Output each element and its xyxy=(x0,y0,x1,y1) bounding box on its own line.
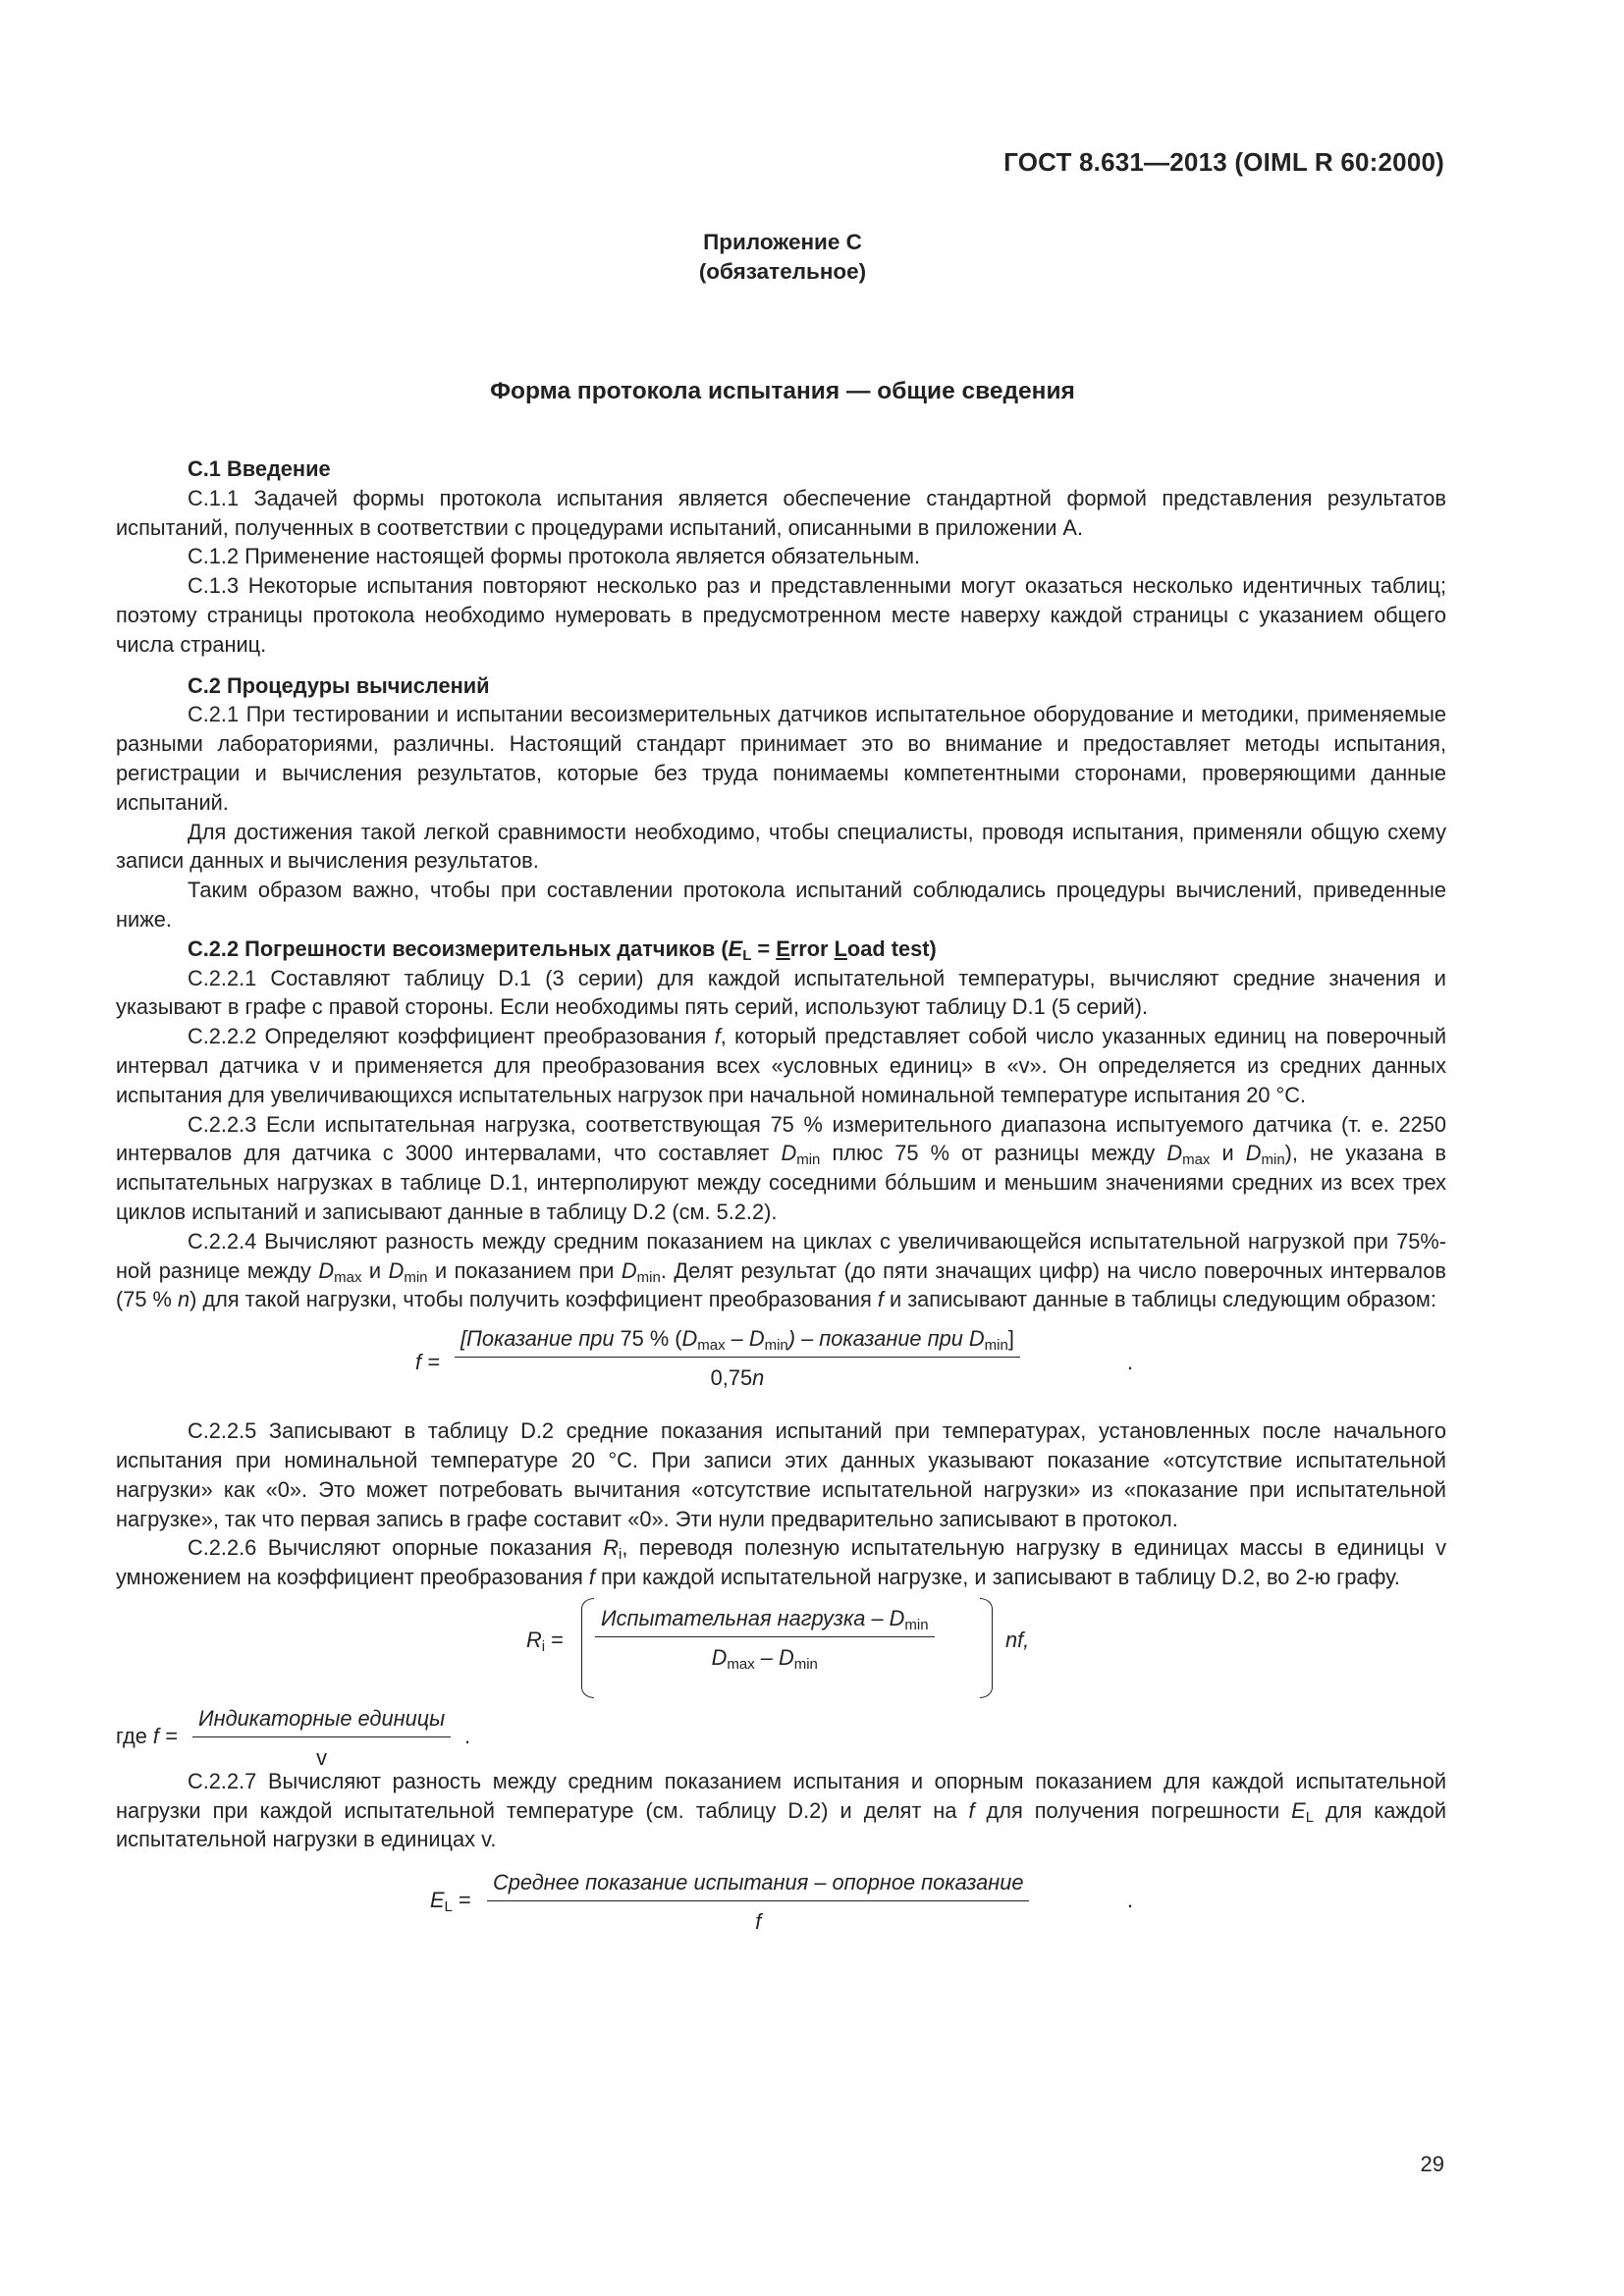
para-c222: С.2.2.2 Определяют коэффициент преобразования f, который представляет собой число указанных единиц на поверочный интервал датчика v и применяется для преобразования всех «условных единиц» в «v». Он определяется из средних данных испытания для увеличивающихся испытательных нагрузок при начальной номинальной температуре испытания 20 °С. xyxy=(116,1024,1447,1107)
page-title: Форма протокола испытания — общие сведения xyxy=(490,378,1075,404)
para-c21: С.2.1 При тестировании и испытании весоизмерительных датчиков испытательное оборудование и методики, применяемые разными лабораториями, различны. Настоящий стандарт принимает это во внимание и предоставляет методы испытания, регистрации и вычисления результатов, которые без труда понимаемы компетентными сторонами, проверяющими данные испытаний. xyxy=(116,702,1446,815)
formula-ri-fraction xyxy=(595,1604,935,1673)
para-c11: С.1.1 Задачей формы протокола испытания является обеспечение стандартной формой представления результатов испытаний, полученных в соответствии с процедурами испытаний, описанными в приложении А. xyxy=(116,485,1446,540)
section-c1-heading: С.1 Введение xyxy=(188,456,331,481)
formula-f-denominator: 0,75n xyxy=(710,1364,765,1390)
subsection-c22-heading: С.2.2 Погрешности весоизмерительных датчиков ($E_L$ = Error Load test) xyxy=(188,935,937,964)
where-denominator: v xyxy=(316,1744,328,1770)
para-c223: С.2.2.3 Если испытательная нагрузка, соответствующая 75 % измерительного диапазона испытуемого датчика (т. е. 2250 интервалов для датчика с 3000 интервалами, что составляет $D_{min}$ плюс 75 % от разницы между $D_{max}$ и $D_{min}$), не указана в испытательных нагрузках в таблице D.1, интерполируют между соседними бóльшим и меньшим значениями средних из всех трех циклов испытаний и записывают данные в таблицу D.2 (см. 5.2.2). xyxy=(116,1111,1447,1224)
formula-ri-denominator: $D_{max} - D_{min}$ xyxy=(711,1644,818,1673)
appendix-title: Приложение С xyxy=(703,230,862,254)
para-c21-c: Таким образом важно, чтобы при составлении протокола испытаний соблюдались процедуры вычислений, приведенные ниже. xyxy=(116,878,1446,932)
para-c221: С.2.2.1 Составляют таблицу D.1 (3 серии) для каждой испытательной температуры, вычисляют средние значения и указывают в графе с правой стороны. Если необходимы пять серий, используют таблицу D.1 (5 серий). xyxy=(116,965,1446,1020)
para-c227: С.2.2.7 Вычисляют разность между средним показанием испытания и опорным показанием для каждой испытательной нагрузки при каждой испытательной температуре (см. таблицу D.2) и делят на f для получения погрешности $E_L$ для каждой испытательной нагрузки в единицах v. xyxy=(116,1768,1446,1852)
document-body xyxy=(116,454,1447,1935)
para-c225: С.2.2.5 Записывают в таблицу D.2 средние показания испытаний при температурах, установленных после начального испытания при номинальной температуре 20 °С. При записи этих данных указывают показание «отсутствие испытательной нагрузки» как «0». Это может потребовать вычитания «отсутствие испытательной нагрузки» из «показание при испытательной нагрузке», так что первая запись в графе составит «0». Эти нули предварительно записывают в протокол. xyxy=(116,1418,1446,1531)
para-c21-b: Для достижения такой легкой сравнимости необходимо, чтобы специалисты, проводя испытания, применяли общую схему записи данных и вычисления результатов. xyxy=(116,819,1446,874)
formula-ri-nf: nf, xyxy=(1005,1627,1030,1652)
where-clause: где f = Индикаторные единицы v . xyxy=(116,1704,1446,1767)
formula-el-denominator: f xyxy=(755,1909,762,1935)
formula-f-fraction xyxy=(455,1324,1020,1393)
formula-f: f = [Показание при 75 % $(D_{max} - D_{min})$ – показание при $D_{min}$] 0,75n . xyxy=(116,1324,1446,1405)
appendix-heading xyxy=(0,228,1565,287)
section-c2-heading: С.2 Процедуры вычислений xyxy=(188,672,490,698)
para-c12: С.1.2 Применение настоящей формы протокола является обязательным. xyxy=(188,544,920,569)
formula-el-fraction xyxy=(487,1868,1029,1937)
formula-el-numerator: Среднее показание испытания – опорное показание xyxy=(487,1868,1029,1901)
left-paren-icon xyxy=(581,1598,594,1698)
where-numerator: Индикаторные единицы xyxy=(192,1704,451,1737)
formula-f-numerator: [Показание при 75 % $(D_{max} - D_{min})$ – показание при $D_{min}$] xyxy=(455,1324,1020,1358)
para-c224: С.2.2.4 Вычисляют разность между средним показанием на циклах с увеличивающейся испытательной нагрузкой при 75%-ной разнице между $D_{max}$ и $D_{min}$ и показанием при $D_{min}$. Делят результат (до пяти значащих цифр) на число поверочных интервалов (75 % n) для такой нагрузки, чтобы получить коэффициент преобразования f и записывают данные в таблицы следующим образом: xyxy=(116,1228,1446,1312)
formula-el-lhs: $E_L$ = xyxy=(430,1888,471,1916)
standard-header: ГОСТ 8.631—2013 (OIML R 60:2000) xyxy=(1003,147,1444,177)
right-paren-icon xyxy=(980,1598,993,1698)
formula-f-lhs: f = xyxy=(415,1350,440,1375)
formula-ri-lhs: $R_i$ = xyxy=(526,1627,564,1655)
formula-ri xyxy=(116,1604,1446,1698)
formula-el: $E_L$ = Среднее показание испытания – опорное показание f . xyxy=(116,1868,1446,1931)
formula-ri-numerator: Испытательная нагрузка – $D_{min}$ xyxy=(595,1604,935,1637)
where-fraction xyxy=(192,1704,451,1773)
page-number: 29 xyxy=(1420,2152,1444,2176)
para-c13: С.1.3 Некоторые испытания повторяют несколько раз и представленными могут оказаться несколько идентичных таблиц; поэтому страницы протокола необходимо нумеровать в предусмотренном месте наверху каждой страницы с указанием общего числа страниц. xyxy=(116,573,1446,657)
appendix-status: (обязательное) xyxy=(698,259,867,284)
para-c226: С.2.2.6 Вычисляют опорные показания $R_i$, переводя полезную испытательную нагрузку в единицах массы в единицы v умножением на коэффициент преобразования f при каждой испытательной нагрузке, и записывают в таблицу D.2, во 2-ю графу. xyxy=(116,1535,1446,1590)
